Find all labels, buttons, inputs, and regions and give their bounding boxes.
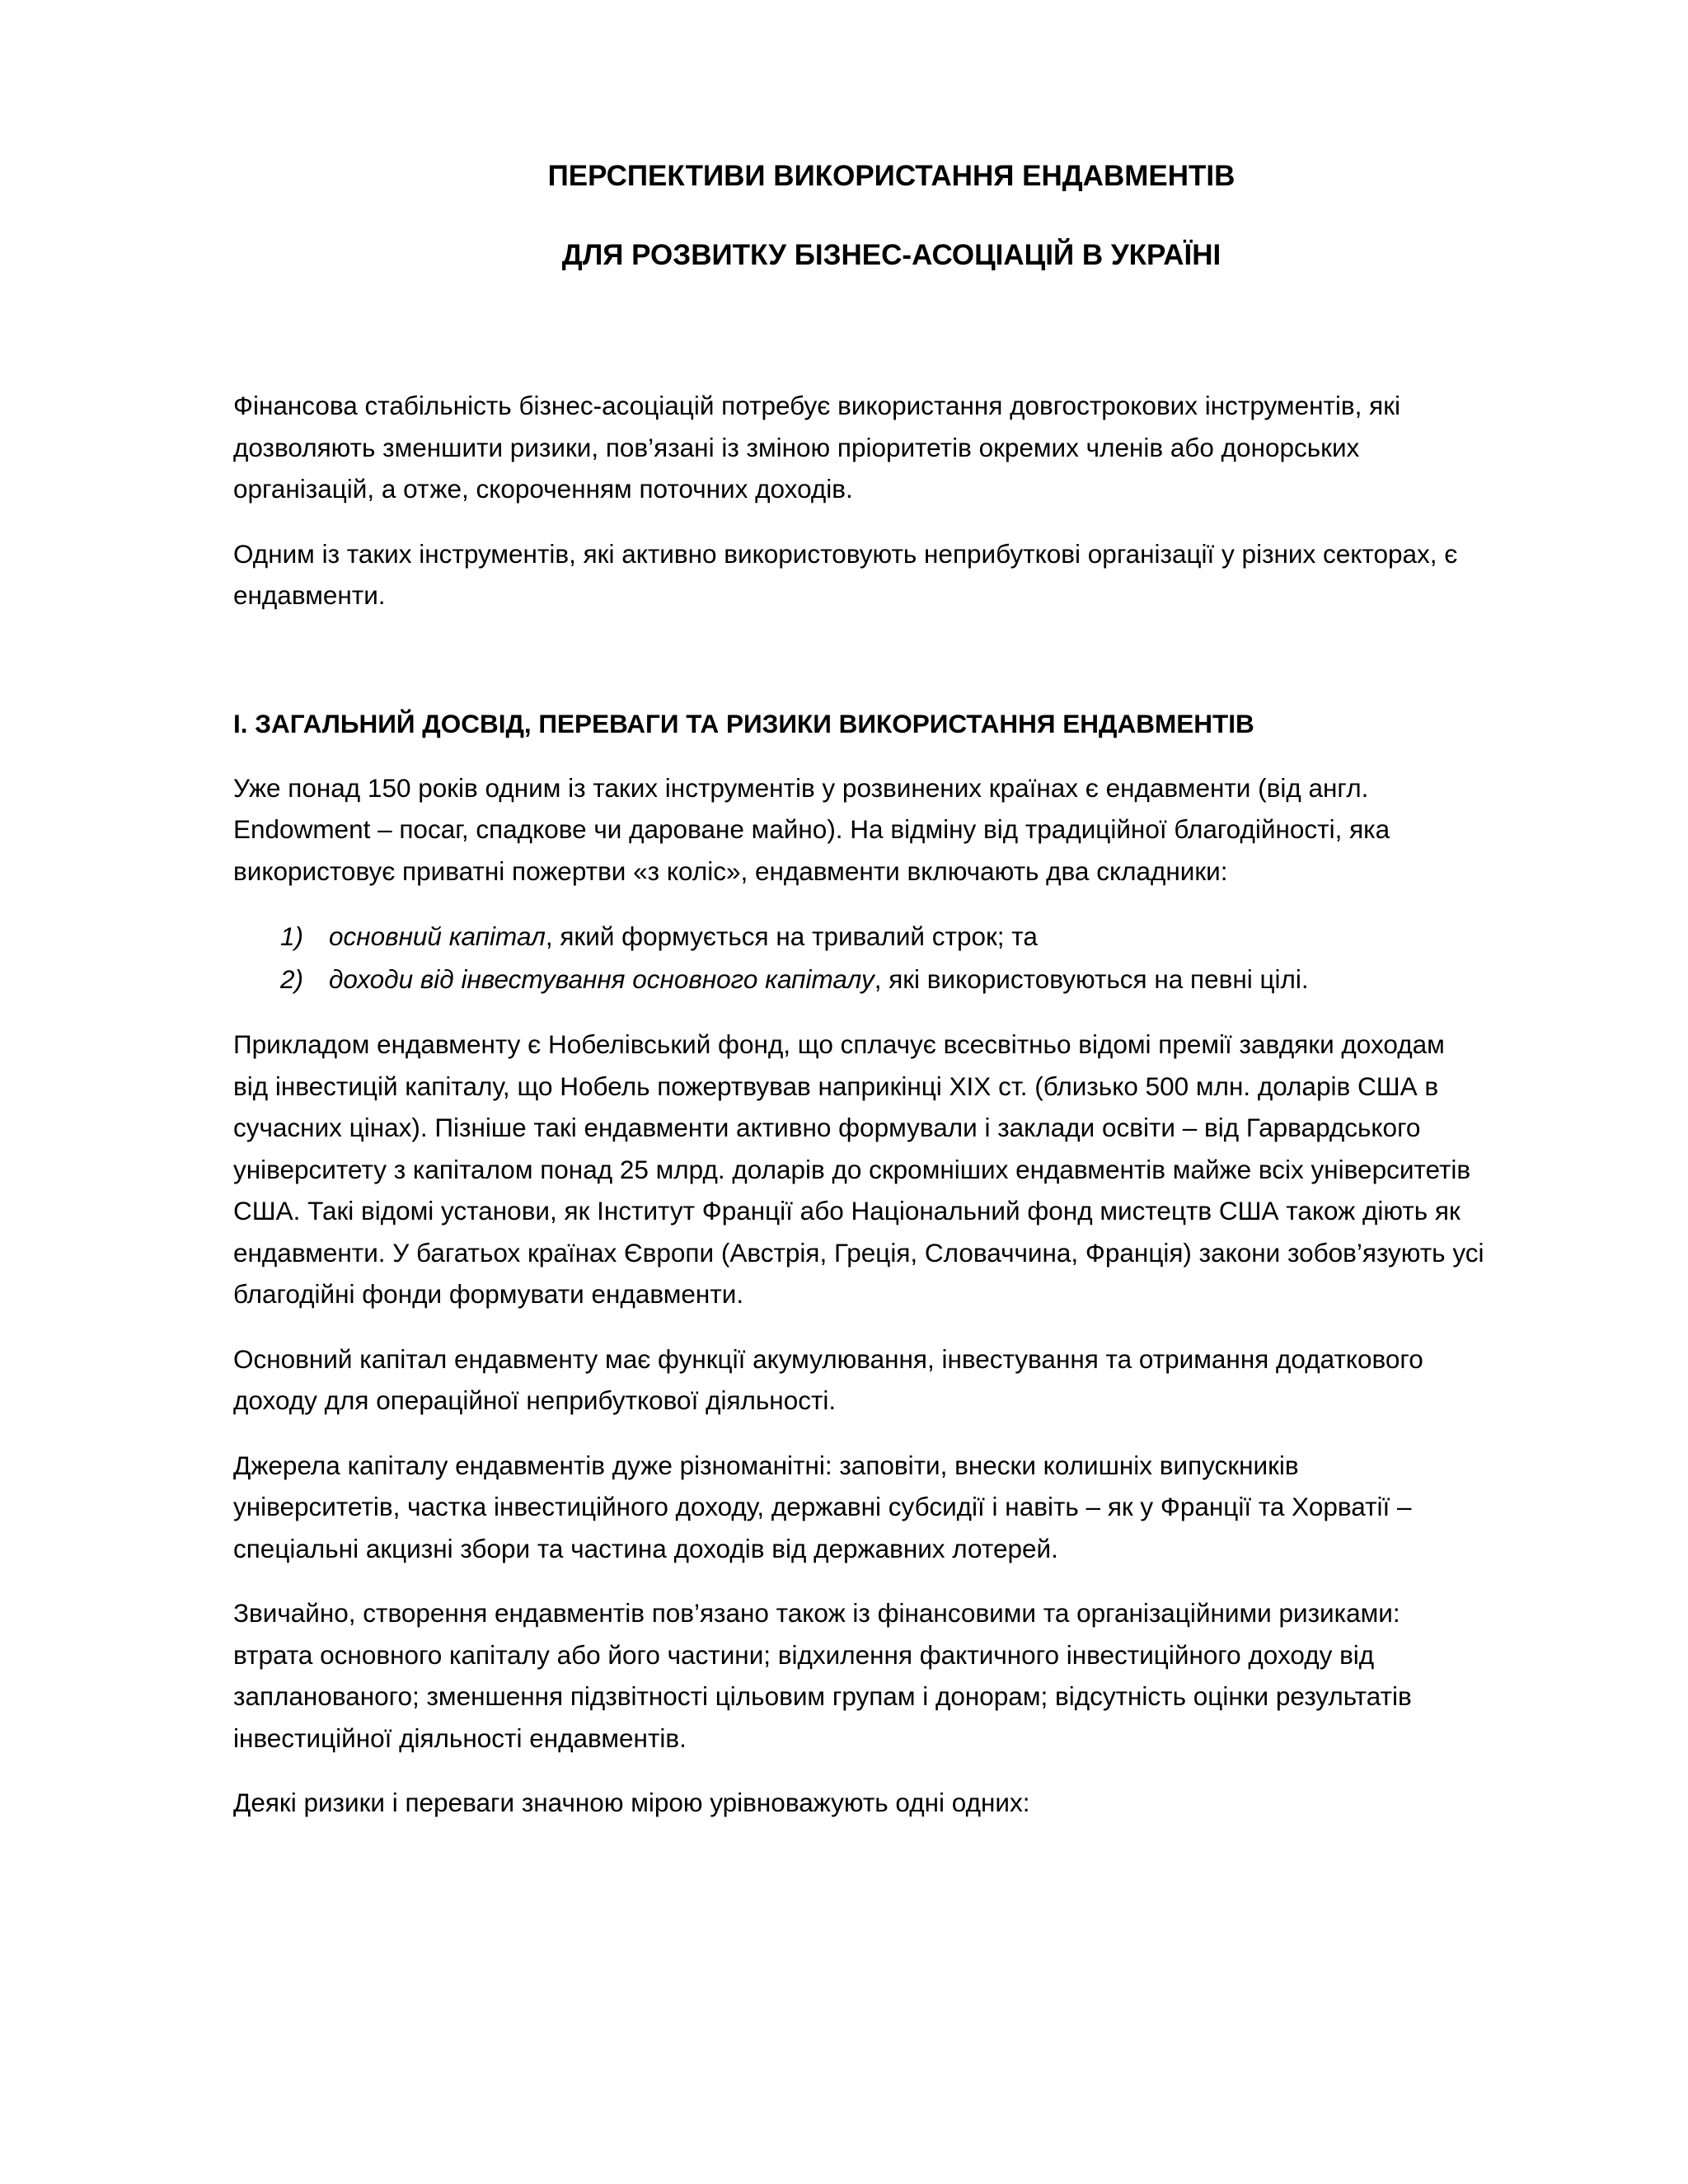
text-line: Уже понад 150 років одним із таких інструментів у розвинених країнах є ендавменти (від англ. bbox=[233, 772, 1369, 803]
section-heading: І. ЗАГАЛЬНИЙ ДОСВІД, ПЕРЕВАГИ ТА РИЗИКИ ВИКОРИСТАННЯ ЕНДАВМЕНТІВ bbox=[233, 708, 1254, 738]
text-line: сучасних цінах). Пізніше такі ендавменти активно формували і заклади освіти – від Гарвардського bbox=[233, 1113, 1421, 1142]
list-item-text: , які використовуються на певні цілі. bbox=[874, 964, 1309, 994]
text-line: використовує приватні пожертви «з коліс», ендавменти включають два складники: bbox=[233, 855, 1228, 886]
list-item-italic: основний капітал bbox=[329, 921, 546, 951]
text-line: благодійні фонди формувати ендавменти. bbox=[233, 1279, 744, 1309]
list-item-number: 2) bbox=[280, 964, 304, 994]
document-title-line-1: ПЕРСПЕКТИВИ ВИКОРИСТАННЯ ЕНДАВМЕНТІВ bbox=[547, 160, 1236, 192]
text-line: втрата основного капіталу або його частини; відхилення фактичного інвестиційного доходу від bbox=[233, 1639, 1375, 1670]
text-line: університету з капіталом понад 25 млрд. доларів до скромніших ендавментів майже всіх університетів bbox=[233, 1154, 1471, 1184]
text-line: Endowment – посаг, спадкове чи дароване майно). На відміну від традиційної благодійності, яка bbox=[233, 814, 1390, 844]
document-title-line-2: ДЛЯ РОЗВИТКУ БІЗНЕС-АСОЦІАЦІЙ В УКРАЇНІ bbox=[561, 239, 1221, 271]
text-line: Одним із таких інструментів, які активно використовують неприбуткові організації у різних секторах, є bbox=[233, 538, 1458, 569]
text-line: США. Такі відомі установи, як Інститут Франції або Національний фонд мистецтв США також діють як bbox=[233, 1196, 1461, 1226]
text-line: від інвестицій капіталу, що Нобель пожертвував наприкінці ХІХ ст. (близько 500 млн. доларів США в bbox=[233, 1071, 1439, 1101]
text-line: дозволяють зменшити ризики, пов’язані із зміною пріоритетів окремих членів або донорських bbox=[233, 432, 1360, 462]
text-line: Прикладом ендавменту є Нобелівський фонд, що сплачує всесвітньо відомі премії завдяки доходам bbox=[233, 1029, 1445, 1059]
text-line: Джерела капіталу ендавментів дуже різноманітні: заповіти, внески колишніх випускників bbox=[233, 1450, 1299, 1480]
list-item bbox=[233, 958, 1550, 1001]
text-line: університетів, частка інвестиційного доходу, державні субсидії і навіть – як у Франції та Хорватії – bbox=[233, 1492, 1412, 1521]
list-item bbox=[233, 915, 1550, 958]
body-paragraph bbox=[233, 1024, 1550, 1315]
text-line: доходу для операційної неприбуткової діяльності. bbox=[233, 1385, 837, 1415]
body-paragraph bbox=[233, 1445, 1550, 1570]
components-list bbox=[233, 915, 1550, 1001]
body-paragraph bbox=[233, 1782, 1550, 1824]
text-line: ендавменти. bbox=[233, 580, 386, 610]
text-line: Деякі ризики і переваги значною мірою урівноважують одні одних: bbox=[233, 1788, 1030, 1817]
intro-paragraph-2 bbox=[233, 533, 1550, 616]
text-line: інвестиційної діяльності ендавментів. bbox=[233, 1722, 687, 1753]
text-line: ендавменти. У багатьох країнах Європи (Австрія, Греція, Словаччина, Франція) закони зобов’язують усі bbox=[233, 1237, 1484, 1268]
text-line: запланованого; зменшення підзвітності цільовим групам і донорам; відсутність оцінки результатів bbox=[233, 1681, 1412, 1711]
text-line: Звичайно, створення ендавментів пов’язано також із фінансовими та організаційними ризиками: bbox=[233, 1598, 1400, 1628]
section-intro-paragraph bbox=[233, 767, 1550, 893]
list-item-text: , який формується на тривалий строк; та bbox=[545, 921, 1038, 951]
text-line: Основний капітал ендавменту має функції акумулювання, інвестування та отримання додаткового bbox=[233, 1343, 1423, 1374]
text-line: спеціальні акцизні збори та частина доходів від державних лотерей. bbox=[233, 1533, 1058, 1563]
list-item-italic: доходи від інвестування основного капіталу bbox=[329, 964, 874, 994]
body-paragraph bbox=[233, 1592, 1550, 1759]
text-line: Фінансова стабільність бізнес-асоціацій потребує використання довгострокових інструментів, які bbox=[233, 391, 1400, 420]
body-paragraph bbox=[233, 1338, 1550, 1422]
text-line: організацій, а отже, скороченням поточних доходів. bbox=[233, 474, 853, 504]
intro-paragraph-1 bbox=[233, 385, 1550, 510]
list-item-number: 1) bbox=[280, 921, 304, 951]
